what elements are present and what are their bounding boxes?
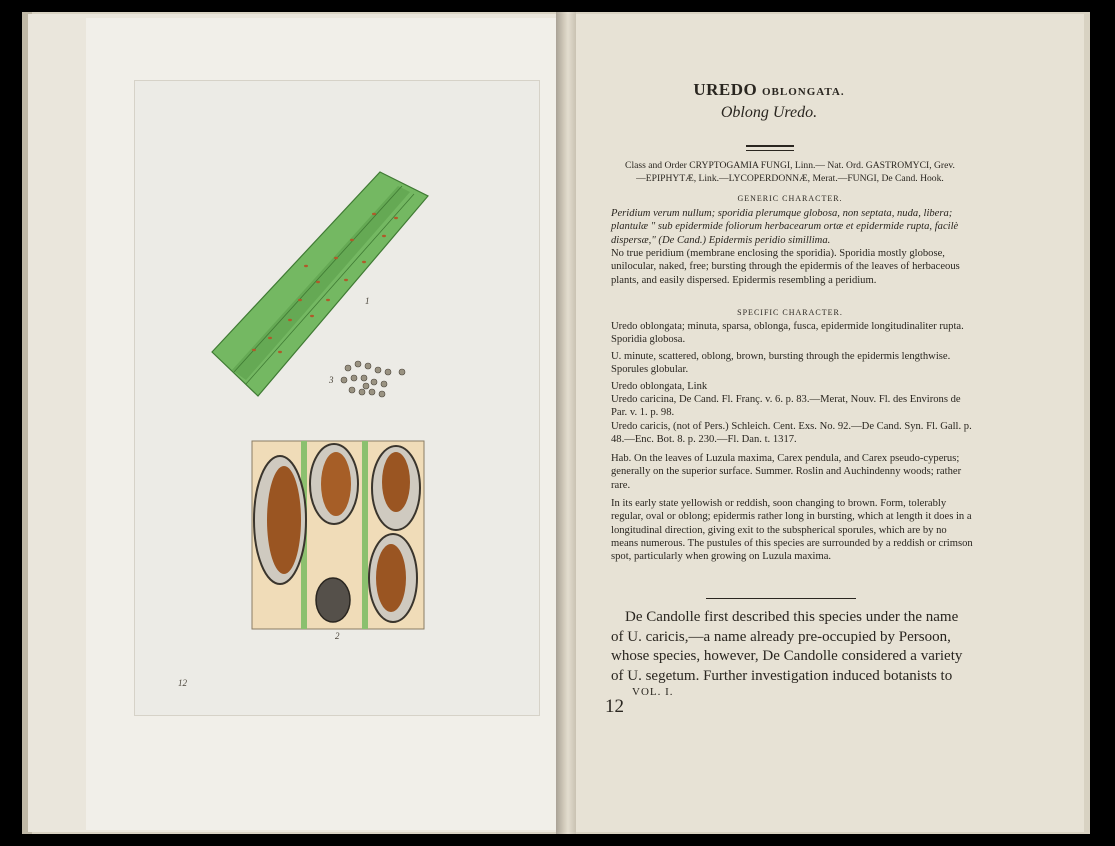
- classification-line-2: —EPIPHYTÆ, Link.—LYCOPERDONNÆ, Merat.—FUNGI, De Cand. Hook.: [636, 172, 944, 184]
- common-name: Oblong Uredo.: [720, 104, 818, 121]
- generic-character-heading: GENERIC CHARACTER.: [737, 194, 843, 203]
- specific-character-heading: SPECIFIC CHARACTER.: [737, 308, 843, 317]
- classification: [607, 160, 973, 185]
- description: In its early state yellowish or reddish, soon changing to brown. Form, tolerably regular, oval or oblong; epidermis rather long in bursting, which at length it does in a longitudinal direction, giving exit to the subspherical sporules, which are by no means numerous. The pustules of this species are surrounded by a reddish or crimson spot, particularly when growing on Luzula maxima.: [611, 498, 973, 563]
- magnified-pustules: [252, 441, 424, 629]
- species-genus: UREDO: [693, 80, 758, 99]
- note-line-2: of U. caricis,—a name already pre-occupied by Persoon,: [611, 628, 951, 645]
- figure-3-label: 3: [329, 375, 334, 385]
- classification-line-1: Class and Order CRYPTOGAMIA FUNGI, Linn.— Nat. Ord. GASTROMYCI, Grev.: [625, 160, 955, 171]
- volume-signature: VOL. I.: [632, 686, 674, 698]
- species-epithet: OBLONGATA.: [762, 86, 845, 98]
- note-line-1: De Candolle first described this species under the name: [625, 609, 959, 625]
- plate-number: 12: [178, 678, 187, 688]
- specific-character-latin: Uredo oblongata; minuta, sparsa, oblonga, fusca, epidermide longitudinaliter rupta. Sporidia globosa.: [611, 321, 964, 346]
- note-line-3: whose species, however, De Candolle considered a variety: [611, 648, 963, 665]
- specific-character-english: U. minute, scattered, oblong, brown, bursting through the epidermis lengthwise. Sporules globular.: [611, 351, 951, 376]
- spore-cluster: [341, 361, 405, 397]
- section-rule: [706, 598, 856, 599]
- species-title: [576, 80, 962, 100]
- note-line-4: of U. segetum. Further investigation induced botanists to: [611, 667, 953, 684]
- synonym-2: Uredo caricina, De Cand. Fl. Franç. v. 6. p. 83.—Merat, Nouv. Fl. des Environs de Par. v. 1. p. 98.: [611, 394, 961, 419]
- synonym-1: Uredo oblongata, Link: [611, 381, 708, 392]
- leaf-illustration: [212, 172, 428, 396]
- generic-character-latin: Peridium verum nullum; sporidia plerumque globosa, non septata, nuda, libera; plantulæ " sub epidermide foliorum herbacearum ortæ et epidermide rupta, facilè dispersæ," (De Cand.) Epidermis peridio simillima.: [611, 208, 959, 246]
- title-rule: [746, 145, 794, 147]
- habitat: Hab. On the leaves of Luzula maxima, Carex pendula, and Carex pseudo-cyperus; generally on the superior surface. Summer. Roslin and Auchindenny woods; rather rare.: [611, 453, 962, 491]
- figure-1-label: 1: [365, 296, 370, 306]
- historical-note: [611, 608, 973, 686]
- title-rule-thin: [746, 150, 794, 151]
- page-number: 12: [605, 696, 624, 717]
- synonym-3: Uredo caricis, (not of Pers.) Schleich. Cent. Exs. No. 92.—De Cand. Syn. Fl. Gall. p. 48.—Enc. Bot. 8. p. 230.—Fl. Dan. t. 1317.: [611, 421, 972, 446]
- generic-character-english: No true peridium (membrane enclosing the sporidia). Sporidia mostly globose, unilocular, naked, free; bursting through the epidermis of the leaves of herbaceous plants, and easily dispersed. Epidermis resembling a peridium.: [611, 248, 960, 286]
- figure-2-label: 2: [335, 631, 340, 641]
